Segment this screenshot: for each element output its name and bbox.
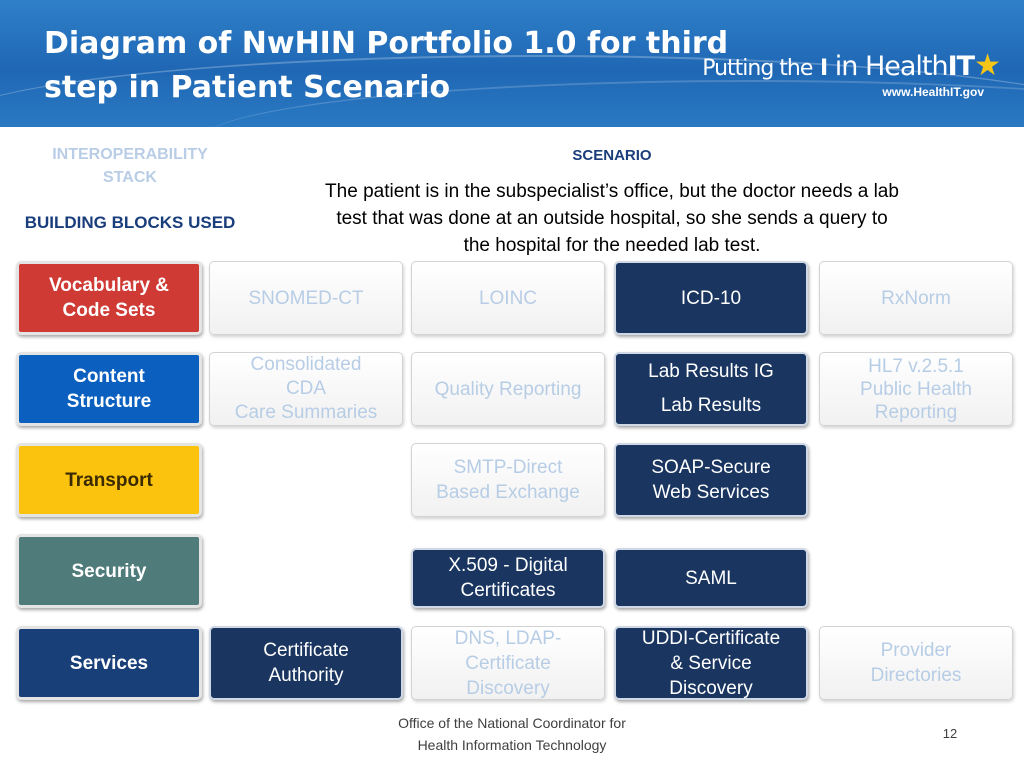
block-consolidated-cda — [209, 352, 403, 426]
scenario-line-1: The patient is in the subspecialist’s office, but the doctor needs a lab — [325, 181, 899, 202]
scenario-line-2: test that was done at an outside hospital, so she sends a query to — [336, 208, 888, 229]
layer-label-transport — [16, 443, 202, 517]
slide-title-line-2: step in Patient Scenario — [44, 70, 451, 105]
block-text: Provider — [880, 640, 952, 661]
stack-row-transport — [16, 443, 1012, 519]
block-uddi-discovery — [614, 626, 808, 700]
block-text: & Service — [670, 652, 752, 674]
layer-label-vocabulary — [16, 261, 202, 335]
footer-line-2: Health Information Technology — [417, 737, 607, 753]
block-text: RxNorm — [881, 287, 951, 309]
block-text: X.509 - Digital — [448, 555, 568, 576]
layer-label-line: Transport — [65, 469, 153, 491]
slide-title-line-1: Diagram of NwHIN Portfolio 1.0 for third — [44, 26, 729, 61]
layer-label-line: Services — [69, 652, 149, 674]
block-x509-certificates — [411, 548, 605, 608]
block-dns-ldap-discovery — [411, 626, 605, 700]
block-text: SMTP-Direct — [453, 457, 563, 478]
block-text: Discovery — [669, 677, 753, 699]
logo-text-putting-the: Putting the — [702, 56, 813, 81]
block-hl7-public-health — [819, 352, 1013, 426]
slide-header — [0, 0, 1024, 127]
block-text: ICD-10 — [680, 287, 742, 309]
layer-label-line: Vocabulary & — [48, 275, 170, 296]
page-number: 12 — [942, 726, 958, 741]
block-quality-reporting — [411, 352, 605, 426]
logo-url: www.HealthIT.gov — [882, 85, 984, 99]
stack-heading-line-1: INTEROPERABILITY — [52, 146, 208, 163]
scenario-line-3: the hospital for the needed lab test. — [463, 235, 761, 256]
block-certificate-authority — [209, 626, 403, 700]
block-text: UDDI-Certificate — [641, 627, 781, 649]
layer-label-line: Structure — [66, 391, 152, 412]
scenario-heading: SCENARIO — [572, 147, 652, 164]
star-icon: ★ — [974, 48, 1000, 83]
layer-label-security — [16, 534, 202, 608]
stack-row-content-structure — [16, 352, 1012, 428]
logo-text-i: I — [819, 56, 828, 81]
building-blocks-heading: BUILDING BLOCKS USED — [24, 213, 236, 232]
block-text: Certificates — [460, 580, 556, 601]
footer-line-1: Office of the National Coordinator for — [398, 715, 626, 731]
block-text: LOINC — [478, 287, 538, 309]
block-text: Certificate — [263, 640, 349, 661]
block-text: Quality Reporting — [434, 378, 582, 400]
stack-row-vocabulary — [16, 261, 1012, 337]
block-text: CDA — [285, 378, 327, 399]
block-text: Lab Results IG — [648, 361, 774, 382]
layer-label-line: Security — [71, 560, 147, 582]
block-provider-directories — [819, 626, 1013, 700]
block-lab-results — [614, 352, 808, 426]
block-soap-secure — [614, 443, 808, 517]
layer-label-services — [16, 626, 202, 700]
block-saml — [614, 548, 808, 608]
stack-heading-line-2: STACK — [103, 169, 157, 186]
block-text: SNOMED-CT — [248, 287, 364, 309]
slide-title — [44, 22, 744, 110]
footer-org — [360, 712, 664, 756]
block-text: Authority — [268, 665, 344, 686]
block-text: Reporting — [874, 401, 958, 423]
layer-label-line: Content — [73, 366, 145, 387]
block-text: Certificate — [465, 652, 551, 674]
logo-text-it: IT — [947, 51, 975, 82]
block-snomed-ct — [209, 261, 403, 335]
block-text: SOAP-Secure — [651, 457, 771, 478]
stack-row-services — [16, 626, 1012, 702]
block-text: Web Services — [652, 482, 770, 503]
block-text: Care Summaries — [234, 402, 378, 423]
block-text: HL7 v.2.5.1 — [868, 355, 964, 377]
healthit-logo — [700, 48, 1000, 99]
block-text: Lab Results — [660, 395, 762, 416]
scenario-description — [262, 178, 962, 259]
logo-text-in-health: in Health — [834, 51, 948, 82]
layer-label-line: Code Sets — [62, 300, 156, 321]
block-loinc — [411, 261, 605, 335]
block-text: SAML — [685, 567, 737, 589]
stack-row-security — [16, 534, 1012, 610]
interoperability-stack-heading — [20, 143, 240, 189]
block-text: DNS, LDAP- — [454, 627, 562, 649]
block-text: Consolidated — [250, 354, 362, 375]
block-text: Discovery — [466, 677, 550, 699]
block-smtp-direct — [411, 443, 605, 517]
layer-label-content-structure — [16, 352, 202, 426]
block-text: Public Health — [860, 378, 972, 400]
block-icd-10 — [614, 261, 808, 335]
block-rxnorm — [819, 261, 1013, 335]
block-text: Directories — [870, 665, 962, 686]
block-text: Based Exchange — [436, 482, 580, 503]
